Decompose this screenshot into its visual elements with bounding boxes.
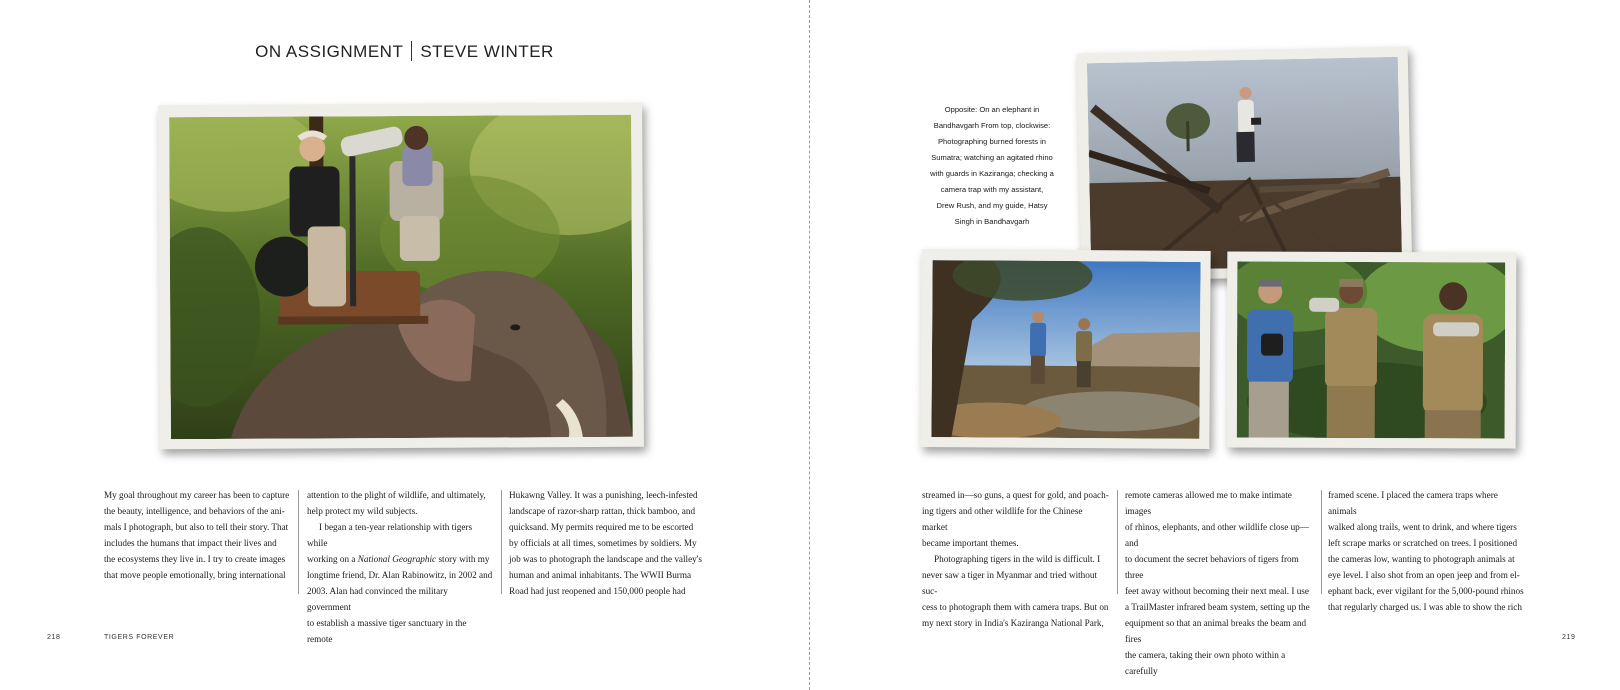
text-line: by officials at all times, sometimes by soldiers. My xyxy=(509,538,697,548)
left-body-column-3 xyxy=(509,487,709,599)
text-line: remote cameras allowed me to make intimate images xyxy=(1125,490,1292,516)
text-line: the cameras low, wanting to photograph animals at xyxy=(1328,554,1515,564)
text-line xyxy=(307,554,489,564)
text-line: a TrailMaster infrared beam system, setting up the xyxy=(1125,602,1310,612)
text-line: human and animal inhabitants. The WWII Burma xyxy=(509,570,692,580)
text-line: my next story in India's Kaziranga National Park, xyxy=(922,618,1104,628)
text-line: My goal throughout my career has been to capture xyxy=(104,490,290,500)
text-run: story with my xyxy=(436,554,490,564)
caption-line: Drew Rush, and my guide, Hatsy xyxy=(936,201,1048,210)
text-line: quicksand. My permits required me to be escorted xyxy=(509,522,694,532)
page-header xyxy=(0,42,809,63)
elephant-photo-frame xyxy=(158,103,644,450)
text-line: left scrape marks or scratched on trees. I positioned xyxy=(1328,538,1518,548)
camera-trap-photo-frame xyxy=(1227,251,1517,448)
text-line: that move people emotionally, bring international xyxy=(104,570,286,580)
paragraph xyxy=(307,519,493,647)
burned-forest-photo xyxy=(1087,57,1402,271)
elephant-scene-image xyxy=(169,115,633,439)
text-line: feet away without becoming their next meal. I use xyxy=(1125,586,1309,596)
text-line: streamed in—so guns, a quest for gold, and poach- xyxy=(922,490,1109,500)
caption-line: Bandhavgarh From top, clockwise: xyxy=(933,121,1051,130)
elephant-photo xyxy=(169,115,633,439)
caption-line: Sumatra; watching an agitated rhino xyxy=(931,153,1053,162)
burned-forest-photo-frame xyxy=(1077,47,1413,282)
text-line: to establish a massive tiger sanctuary in the remote xyxy=(307,618,467,644)
text-line: 2003. Alan had convinced the military government xyxy=(307,586,448,612)
page-gutter xyxy=(809,0,810,690)
text-line: of rhinos, elephants, and other wildlife close up—and xyxy=(1125,522,1309,548)
right-body-column-2 xyxy=(1125,487,1315,679)
text-line: walked along trails, went to drink, and where tigers xyxy=(1328,522,1517,532)
caption-line: Photographing burned forests in xyxy=(937,137,1047,146)
paragraph xyxy=(104,487,290,583)
paragraph xyxy=(1328,487,1528,615)
text-line: help protect my wild subjects. xyxy=(307,506,418,516)
text-run: working on a xyxy=(307,554,358,564)
paragraph xyxy=(307,487,493,519)
paragraph xyxy=(1125,487,1315,679)
text-line: the ecosystems they live in. I try to create images xyxy=(104,554,286,564)
text-line: longtime friend, Dr. Alan Rabinowitz, in 2002 and xyxy=(307,570,493,580)
text-line: ing tigers and other wildlife for the Chinese market xyxy=(922,506,1083,532)
text-line: Road had just reopened and 150,000 people had xyxy=(509,586,686,596)
burned-forest-image xyxy=(1087,57,1402,271)
text-line: mals I photograph, but also to tell their story. That xyxy=(104,522,289,532)
publication-title: National Geographic xyxy=(357,554,437,564)
caption-line: Opposite: On an elephant in xyxy=(944,105,1040,114)
header-author: STEVE WINTER xyxy=(420,42,554,61)
header-divider xyxy=(411,41,412,61)
caption-line: Singh in Bandhavgarh xyxy=(954,217,1030,226)
page-number-right: 219 xyxy=(1562,634,1576,641)
paragraph xyxy=(922,487,1110,551)
text-line: Hukawng Valley. It was a punishing, leech-infested xyxy=(509,490,698,500)
text-line: equipment so that an animal breaks the beam and fires xyxy=(1125,618,1307,644)
text-line: includes the humans that impact their lives and xyxy=(104,538,277,548)
text-line: that regularly charged us. I was able to show the rich xyxy=(1328,602,1522,612)
text-line: job was to photograph the landscape and the valley's xyxy=(509,554,703,564)
text-line: to document the secret behaviors of tigers from three xyxy=(1125,554,1299,580)
right-body-column-3 xyxy=(1328,487,1528,615)
text-line: the camera, taking their own photo within a carefully xyxy=(1125,650,1286,676)
text-line: the beauty, intelligence, and behaviors of the ani- xyxy=(104,506,285,516)
kaziranga-image xyxy=(931,260,1200,439)
right-body-column-1 xyxy=(922,487,1110,631)
text-line: became important themes. xyxy=(922,538,1019,548)
camera-trap-photo xyxy=(1237,262,1506,439)
text-line: I began a ten-year relationship with tigers while xyxy=(307,522,473,548)
photo-caption xyxy=(922,102,1062,230)
text-line: framed scene. I placed the camera traps where animals xyxy=(1328,490,1498,516)
page-number-left: 218 xyxy=(47,634,61,641)
left-body-column-2 xyxy=(307,487,493,647)
caption-line: with guards in Kaziranga; checking a xyxy=(930,169,1054,178)
text-line: landscape of razor-sharp rattan, thick bamboo, and xyxy=(509,506,696,516)
paragraph xyxy=(509,487,709,599)
text-line: attention to the plight of wildlife, and ultimately, xyxy=(307,490,486,500)
column-rule xyxy=(1321,490,1322,594)
text-line: eye level. I also shot from an open jeep and from el- xyxy=(1328,570,1520,580)
kaziranga-photo xyxy=(931,260,1200,439)
paragraph xyxy=(922,551,1110,631)
caption-line: camera trap with my assistant, xyxy=(940,185,1044,194)
text-line: never saw a tiger in Myanmar and tried without suc- xyxy=(922,570,1098,596)
text-line: cess to photograph them with camera traps. But on xyxy=(922,602,1109,612)
column-rule xyxy=(1117,490,1118,594)
kaziranga-photo-frame xyxy=(920,249,1210,449)
column-rule xyxy=(298,490,299,594)
column-rule xyxy=(501,490,502,594)
camera-trap-image xyxy=(1237,262,1506,439)
running-title: TIGERS FOREVER xyxy=(104,634,175,641)
left-body-column-1 xyxy=(104,487,290,583)
header-series: ON ASSIGNMENT xyxy=(255,42,404,61)
text-line: Photographing tigers in the wild is difficult. I xyxy=(934,554,1101,564)
text-line: ephant back, ever vigilant for the 5,000-pound rhinos xyxy=(1328,586,1524,596)
